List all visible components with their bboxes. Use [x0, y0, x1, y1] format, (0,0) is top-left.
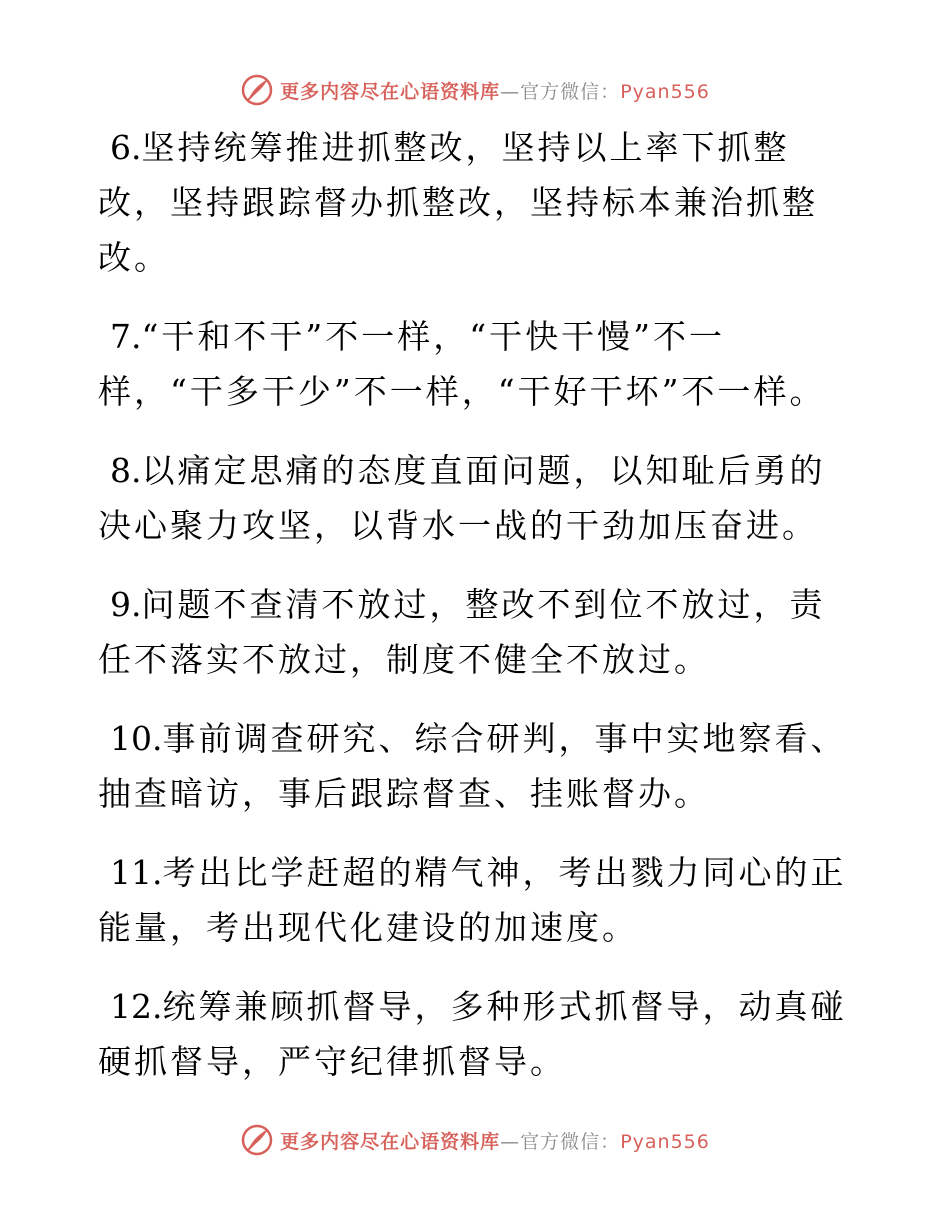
- footer-watermark: [0, 1123, 950, 1157]
- item-text: 问题不查清不放过，整改不到位不放过，责任不落实不放过，制度不健全不放过。: [98, 585, 826, 679]
- item-number: 10.: [110, 719, 163, 758]
- quill-logo-icon: [240, 73, 274, 107]
- quill-logo-icon: [240, 1123, 274, 1157]
- watermark-wechat-id: Pyan556: [620, 80, 710, 103]
- item-number: 12.: [110, 987, 163, 1026]
- list-item-8: [98, 443, 848, 553]
- document-body: [98, 120, 848, 1113]
- list-item-10: [98, 711, 848, 821]
- item-text: 统筹兼顾抓督导，多种形式抓督导，动真碰硬抓督导，严守纪律抓督导。: [98, 987, 847, 1081]
- list-item-11: [98, 845, 848, 955]
- item-text: 坚持统筹推进抓整改，坚持以上率下抓整改，坚持跟踪督办抓整改，坚持标本兼治抓整改。: [98, 128, 818, 277]
- item-text: 考出比学赶超的精气神，考出戮力同心的正能量，考出现代化建设的加速度。: [98, 853, 847, 947]
- item-number: 11.: [110, 853, 163, 892]
- watermark-separator: —: [500, 1130, 521, 1153]
- watermark-brand-text: 更多内容尽在心语资料库: [280, 80, 501, 103]
- watermark-separator: —: [500, 80, 521, 103]
- item-text: 事前调查研究、综合研判，事中实地察看、抽查暗访，事后跟踪督查、挂账督办。: [98, 719, 847, 813]
- header-watermark: [0, 73, 950, 107]
- item-number: 9.: [110, 585, 142, 624]
- watermark-wechat-label: 官方微信：: [520, 1130, 621, 1153]
- item-text: “干和不干”不一样，“干快干慢”不一样，“干多干少”不一样，“干好干坏”不一样。: [98, 317, 826, 411]
- watermark-wechat-id: Pyan556: [620, 1130, 710, 1153]
- item-number: 7.: [110, 317, 142, 356]
- item-number: 8.: [110, 451, 142, 490]
- list-item-7: [98, 309, 848, 419]
- watermark-brand-text: 更多内容尽在心语资料库: [280, 1130, 501, 1153]
- item-number: 6.: [110, 128, 142, 167]
- list-item-9: [98, 577, 848, 687]
- list-item-12: [98, 979, 848, 1089]
- item-text: 以痛定思痛的态度直面问题，以知耻后勇的决心聚力攻坚，以背水一战的干劲加压奋进。: [98, 451, 826, 545]
- watermark-wechat-label: 官方微信：: [520, 80, 621, 103]
- list-item-6: [98, 120, 848, 285]
